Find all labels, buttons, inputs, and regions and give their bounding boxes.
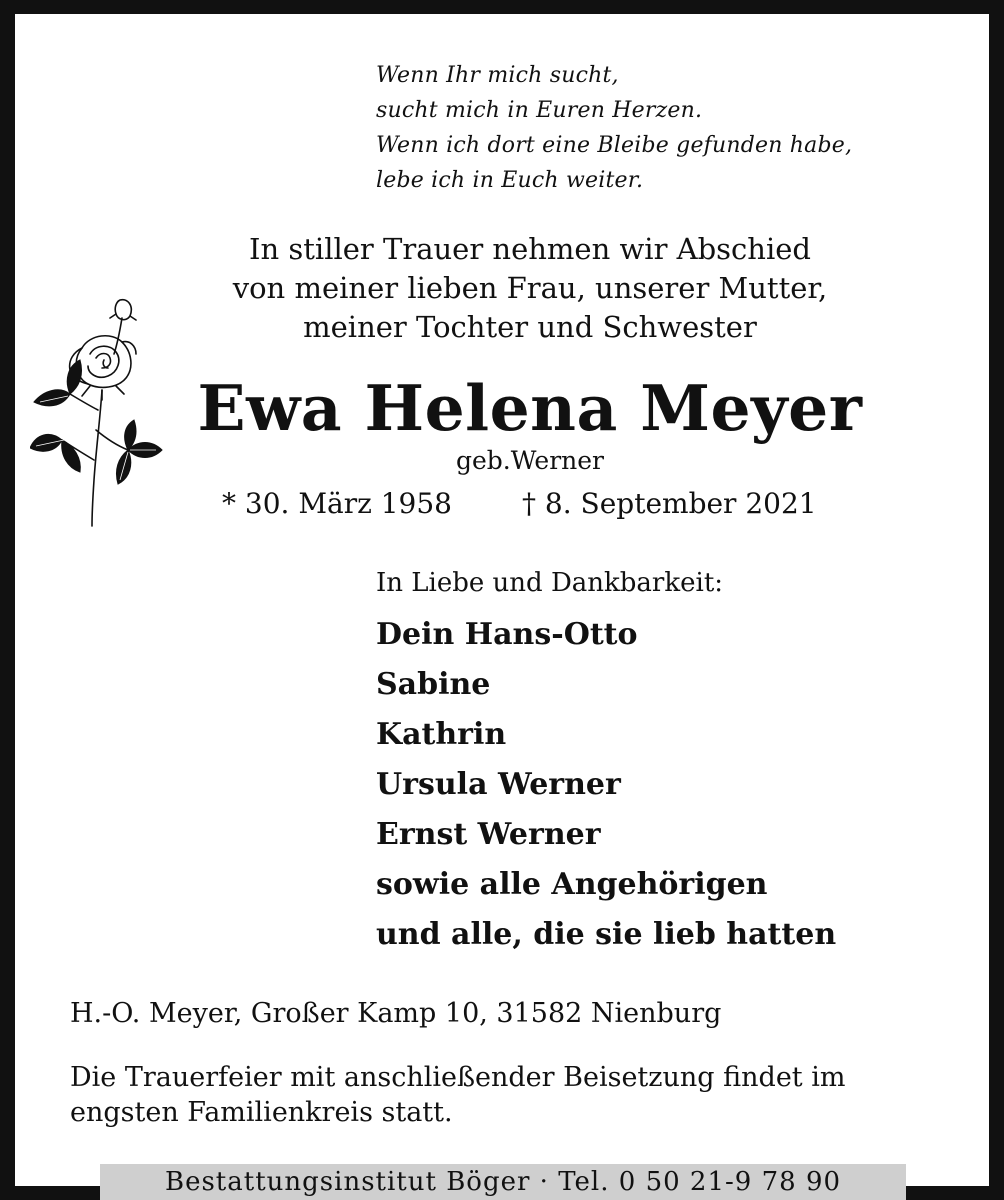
- mourners-list: [376, 610, 836, 960]
- mourner: Ursula Werner: [376, 767, 621, 802]
- notice-line: Die Trauerfeier mit anschließender Beisetzung findet im: [70, 1062, 846, 1093]
- death-date: † 8. September 2021: [522, 487, 817, 520]
- poem-line: sucht mich in Euren Herzen.: [376, 98, 703, 123]
- poem-line: lebe ich in Euch weiter.: [376, 168, 644, 193]
- life-dates: [0, 486, 1004, 522]
- funeral-home-footer: Bestattungsinstitut Böger · Tel. 0 50 21-9 78 90: [100, 1164, 906, 1200]
- deceased-name: Ewa Helena Meyer: [197, 371, 863, 445]
- poem: [376, 58, 852, 198]
- intro-text: [150, 230, 910, 347]
- poem-line: Wenn Ihr mich sucht,: [376, 63, 619, 88]
- intro-line: meiner Tochter und Schwester: [303, 310, 757, 344]
- mourner: sowie alle Angehörigen: [376, 867, 768, 902]
- mourner: Dein Hans-Otto: [376, 617, 638, 652]
- notice-line: engsten Familienkreis statt.: [70, 1097, 453, 1128]
- mourner: Ernst Werner: [376, 817, 601, 852]
- mourner: und alle, die sie lieb hatten: [376, 917, 837, 952]
- poem-line: Wenn ich dort eine Bleibe gefunden habe,: [376, 133, 853, 158]
- mourner: Sabine: [376, 667, 491, 702]
- intro-line: von meiner lieben Frau, unserer Mutter,: [232, 271, 828, 305]
- thanks-label: In Liebe und Dankbarkeit:: [376, 568, 724, 598]
- birth-name: geb.Werner: [456, 446, 604, 475]
- birth-date: * 30. März 1958: [222, 487, 452, 520]
- contact-address: H.-O. Meyer, Großer Kamp 10, 31582 Nienburg: [70, 998, 722, 1029]
- intro-line: In stiller Trauer nehmen wir Abschied: [249, 232, 811, 266]
- funeral-notice: [70, 1060, 845, 1130]
- mourner: Kathrin: [376, 717, 507, 752]
